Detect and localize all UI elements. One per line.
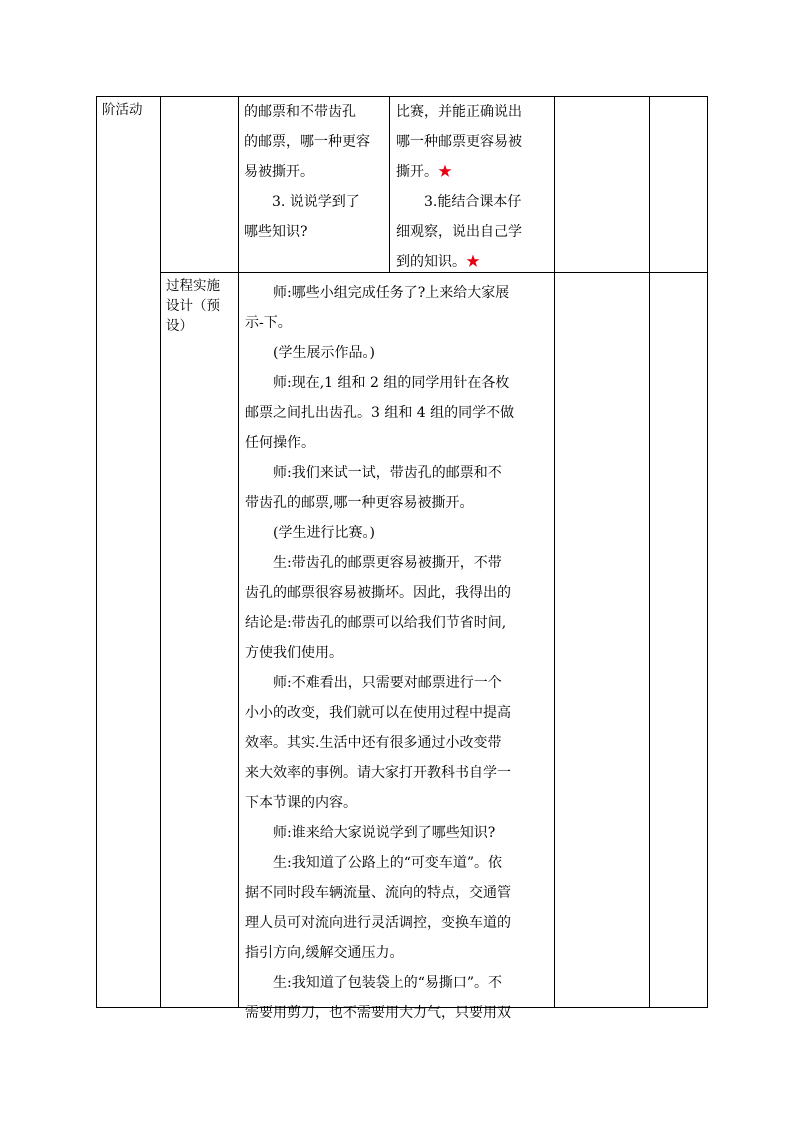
process-line: 生:我知道了包装袋上的“易撕口”。不	[273, 975, 503, 991]
process-line: 结论是:带齿孔的邮票可以给我们节省时间,	[245, 615, 507, 631]
process-line: 邮票之间扎出齿孔。3 组和 4 组的同学不做	[245, 405, 515, 421]
process-line: 师:谁来给大家说说学到了哪些知识?	[273, 825, 496, 841]
activity-line: 3. 说说学到了	[272, 194, 360, 210]
process-line: 需要用剪刀，也不需要用大力气，只要用双	[245, 1005, 511, 1021]
goal-line: 撕开。★	[396, 164, 452, 180]
stage-label-cell	[102, 100, 158, 120]
process-line: 示-下。	[245, 315, 292, 331]
process-line: 生:带齿孔的邮票更容易被撕开，不带	[273, 555, 502, 571]
process-label-line: 设）	[166, 318, 193, 334]
process-line: (学生展示作品。)	[273, 345, 375, 361]
activity-cell	[244, 97, 386, 247]
process-line: 师:现在,1 组和 2 组的同学用针在各枚	[273, 375, 510, 391]
process-line: 师:哪些小组完成任务了?上来给大家展	[273, 285, 510, 301]
process-label-line: 设计（预	[166, 298, 220, 314]
activity-line: 的邮票和不带齿孔	[244, 104, 356, 120]
goal-line: 到的知识。★	[396, 254, 480, 270]
process-line: 来大效率的事例。请大家打开教科书自学一	[245, 765, 511, 781]
goal-line: 哪一种邮票更容易被	[396, 134, 522, 150]
process-line: 据不同时段车辆流量、流向的特点，交通管	[245, 885, 511, 901]
process-line: 带齿孔的邮票,哪一种更容易被撕开。	[245, 495, 474, 511]
process-body-cell	[245, 278, 551, 1028]
process-line: 师:我们来试一试，带齿孔的邮票和不	[273, 465, 502, 481]
goal-cell	[396, 97, 552, 277]
table-border-right	[707, 96, 708, 1008]
stage-label: 阶活动	[102, 102, 143, 118]
goal-line: 3.能结合课本仔	[424, 194, 522, 210]
activity-line: 哪些知识?	[244, 224, 308, 240]
activity-line: 的邮票，哪一种更容	[244, 134, 370, 150]
column-divider	[238, 96, 239, 1008]
process-line: 师:不难看出，只需要对邮票进行一个	[273, 675, 502, 691]
activity-line: 易被撕开。	[244, 164, 314, 180]
process-line: 方使我们使用。	[245, 645, 343, 661]
table-border-left	[96, 96, 97, 1008]
process-line: 任何操作。	[245, 435, 315, 451]
lesson-plan-table	[96, 96, 708, 1021]
column-divider	[649, 96, 650, 1008]
process-line: 小小的改变，我们就可以在使用过程中提高	[245, 705, 511, 721]
column-divider	[554, 96, 555, 1008]
process-line: 理人员可对流向进行灵活调控，变换车道的	[245, 915, 511, 931]
process-label-line: 过程实施	[166, 278, 220, 294]
process-line: 生:我知道了公路上的“可变车道”。依	[273, 855, 503, 871]
process-line: 下本节课的内容。	[245, 795, 357, 811]
process-label-cell	[166, 276, 236, 336]
process-line: 指引方向,缓解交通压力。	[245, 945, 404, 961]
column-divider	[389, 96, 390, 272]
process-line: 效率。其实.生活中还有很多通过小改变带	[245, 735, 502, 751]
goal-line: 比赛，并能正确说出	[396, 104, 522, 120]
process-line: 齿孔的邮票很容易被撕坏。因此，我得出的	[245, 585, 511, 601]
column-divider	[160, 96, 161, 1008]
process-line: (学生进行比赛。)	[273, 525, 375, 541]
goal-line: 细观察，说出自己学	[396, 224, 522, 240]
star-icon: ★	[466, 254, 480, 270]
star-icon: ★	[438, 164, 452, 180]
